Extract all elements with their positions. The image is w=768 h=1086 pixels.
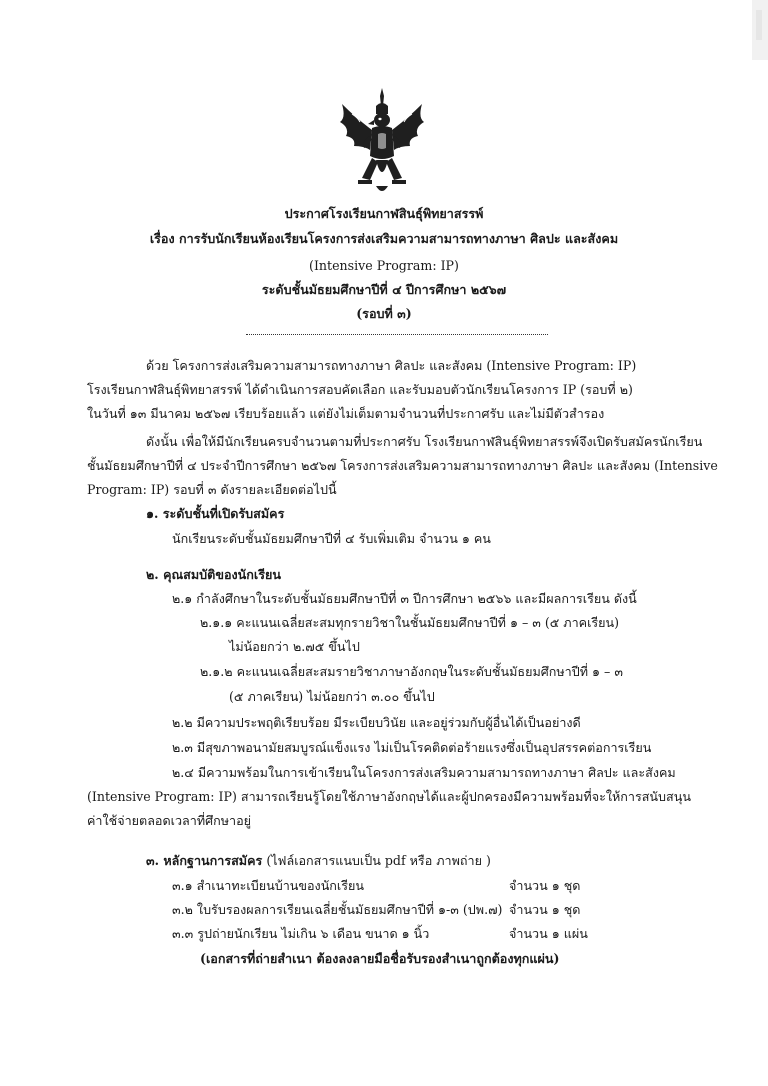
- section1-title: ๑. ระดับชั้นที่เปิดรับสมัคร: [146, 506, 285, 521]
- intro-line: โรงเรียนกาฬสินธุ์พิทยาสรรพ์ ได้ดำเนินการสอบคัดเลือก และรับมอบตัวนักเรียนโครงการ IP (รอบที่ ๒): [87, 382, 633, 397]
- evidence-item-qty: จำนวน ๑ แผ่น: [509, 926, 588, 941]
- section3-note: (เอกสารที่ถ่ายสำเนา ต้องลงลายมือชื่อรับรองสำเนาถูกต้องทุกแผ่น): [200, 951, 560, 966]
- section2-line: ค่าใช้จ่ายตลอดเวลาที่ศึกษาอยู่: [87, 813, 252, 828]
- section3-heading: [146, 852, 491, 870]
- intro-line: Program: IP) รอบที่ ๓ ดังรายละเอียดต่อไปนี้: [87, 482, 337, 497]
- intro-line: ดังนั้น เพื่อให้มีนักเรียนครบจำนวนตามที่ประกาศรับ โรงเรียนกาฬสินธุ์พิทยาสรรพ์จึงเปิดรับสมัครนักเรียน: [146, 434, 703, 449]
- section2-line: ๒.๔ มีความพร้อมในการเข้าเรียนในโครงการส่งเสริมความสามารถทางภาษา ศิลปะ และสังคม: [172, 765, 676, 780]
- section2-line: ๒.๑.๑ คะแนนเฉลี่ยสะสมทุกรายวิชาในชั้นมัธยมศึกษาปีที่ ๑ – ๓ (๕ ภาคเรียน): [200, 615, 620, 630]
- evidence-item-label: ๓.๑ สำเนาทะเบียนบ้านของนักเรียน: [172, 878, 364, 893]
- section3-title: ๓. หลักฐานการสมัคร: [146, 853, 263, 868]
- announcement-program: (Intensive Program: IP): [309, 258, 459, 273]
- section2-line: ๒.๑ กำลังศึกษาในระดับชั้นมัธยมศึกษาปีที่ ๓ ปีการศึกษา ๒๕๖๖ และมีผลการเรียน ดังนี้: [172, 591, 637, 606]
- intro-line: ชั้นมัธยมศึกษาปีที่ ๔ ประจำปีการศึกษา ๒๕๖๗ โครงการส่งเสริมความสามารถทางภาษา ศิลปะ และสังคม (Intensive: [87, 458, 718, 473]
- intro-line: ด้วย โครงการส่งเสริมความสามารถทางภาษา ศิลปะ และสังคม (Intensive Program: IP): [146, 358, 637, 373]
- announcement-org: ประกาศโรงเรียนกาฬสินธุ์พิทยาสรรพ์: [284, 206, 484, 221]
- evidence-item-qty: จำนวน ๑ ชุด: [509, 902, 581, 917]
- section2-line: (๕ ภาคเรียน) ไม่น้อยกว่า ๓.๐๐ ขึ้นไป: [229, 689, 435, 704]
- announcement-subject: เรื่อง การรับนักเรียนห้องเรียนโครงการส่งเสริมความสามารถทางภาษา ศิลปะ และสังคม: [149, 231, 619, 246]
- announcement-round: (รอบที่ ๓): [356, 306, 412, 321]
- section2-line: ไม่น้อยกว่า ๒.๗๕ ขึ้นไป: [229, 639, 360, 654]
- section2-title: ๒. คุณสมบัติของนักเรียน: [146, 567, 281, 582]
- header-divider: [246, 334, 548, 335]
- announcement-level: ระดับชั้นมัธยมศึกษาปีที่ ๔ ปีการศึกษา ๒๕๖๗: [261, 282, 507, 297]
- section1-body: นักเรียนระดับชั้นมัธยมศึกษาปีที่ ๔ รับเพิ่มเติม จำนวน ๑ คน: [172, 531, 491, 546]
- evidence-item-qty: จำนวน ๑ ชุด: [509, 878, 581, 893]
- intro-line: ในวันที่ ๑๓ มีนาคม ๒๕๖๗ เรียบร้อยแล้ว แต่ยังไม่เต็มตามจำนวนที่ประกาศรับ และไม่มีตัวสำรอง: [87, 406, 605, 421]
- section2-line: ๒.๓ มีสุขภาพอนามัยสมบูรณ์แข็งแรง ไม่เป็นโรคติดต่อร้ายแรงซึ่งเป็นอุปสรรคต่อการเรียน: [172, 740, 652, 755]
- garuda-emblem-icon: [336, 88, 428, 196]
- section2-line: ๒.๒ มีความประพฤติเรียบร้อย มีระเบียบวินัย และอยู่ร่วมกับผู้อื่นได้เป็นอย่างดี: [172, 715, 581, 730]
- section2-line: ๒.๑.๒ คะแนนเฉลี่ยสะสมรายวิชาภาษาอังกฤษในระดับชั้นมัธยมศึกษาปีที่ ๑ – ๓: [200, 664, 623, 679]
- scan-smudge: [708, 0, 768, 60]
- section3-title-note: (ไฟล์เอกสารแนบเป็น pdf หรือ ภาพถ่าย ): [266, 853, 491, 868]
- evidence-item-label: ๓.๒ ใบรับรองผลการเรียนเฉลี่ยชั้นมัธยมศึกษาปีที่ ๑-๓ (ปพ.๗): [172, 902, 503, 917]
- evidence-item-label: ๓.๓ รูปถ่ายนักเรียน ไม่เกิน ๖ เดือน ขนาด ๑ นิ้ว: [172, 926, 430, 941]
- section2-line: (Intensive Program: IP) สามารถเรียนรู้โดยใช้ภาษาอังกฤษได้และผู้ปกครองมีความพร้อมที่จะให้การสนับสนุน: [87, 789, 691, 804]
